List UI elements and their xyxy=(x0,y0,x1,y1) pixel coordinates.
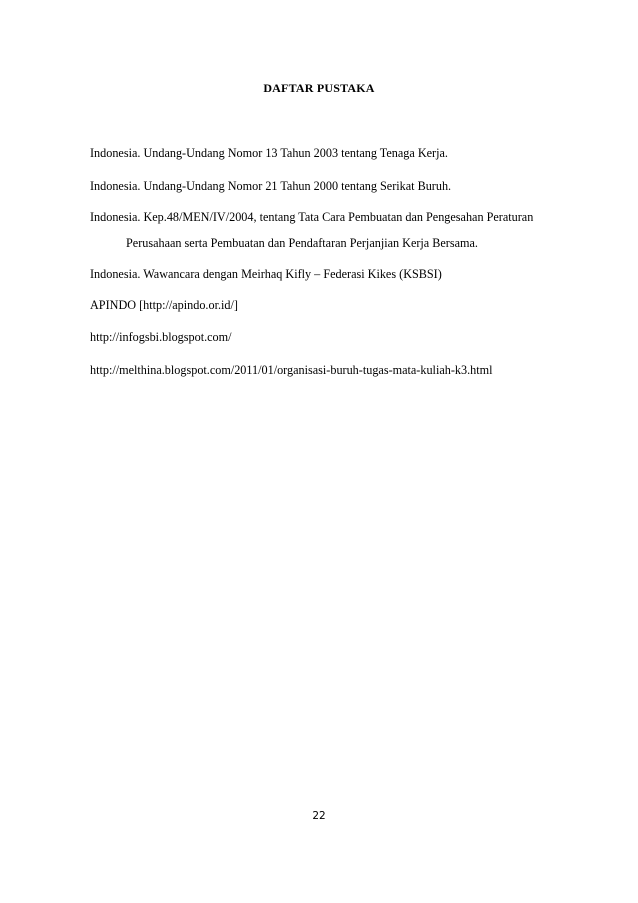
reference-item xyxy=(90,145,580,161)
reference-text: Indonesia. Undang-Undang Nomor 21 Tahun 2000 tentang Serikat Buruh. xyxy=(90,179,452,193)
reference-text: Indonesia. Wawancara dengan Meirhaq Kifly – Federasi Kikes (KSBSI) xyxy=(90,267,442,281)
reference-text: APINDO [http://apindo.or.id/] xyxy=(90,298,238,312)
page-number: 22 xyxy=(312,810,326,822)
reference-item xyxy=(90,209,580,251)
reference-text: http://infogsbi.blogspot.com/ xyxy=(90,330,232,344)
reference-item xyxy=(90,266,580,282)
reference-text: http://melthina.blogspot.com/2011/01/organisasi-buruh-tugas-mata-kuliah-k3.html xyxy=(90,363,493,377)
reference-item xyxy=(90,297,580,313)
reference-item xyxy=(90,362,580,378)
reference-text: Indonesia. Kep.48/MEN/IV/2004, tentang Tata Cara Pembuatan dan Pengesahan Peraturan xyxy=(90,210,534,224)
reference-item xyxy=(90,178,580,194)
reference-item xyxy=(90,329,580,345)
page-title: DAFTAR PUSTAKA xyxy=(263,81,375,95)
reference-continuation: Perusahaan serta Pembuatan dan Pendaftaran Perjanjian Kerja Bersama. xyxy=(126,236,478,250)
reference-text: Indonesia. Undang-Undang Nomor 13 Tahun 2003 tentang Tenaga Kerja. xyxy=(90,146,448,160)
